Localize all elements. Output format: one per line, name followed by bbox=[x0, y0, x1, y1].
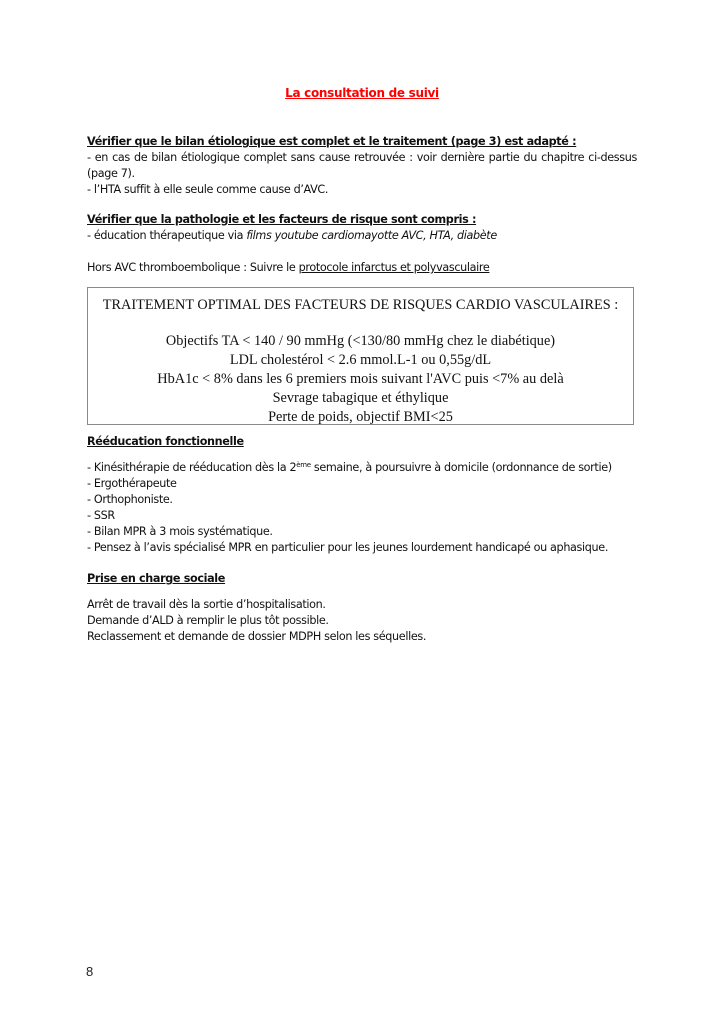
box-line-ldl: LDL cholestérol < 2.6 mmol.L-1 ou 0,55g/dL bbox=[229, 352, 492, 368]
item-superscript: ème bbox=[296, 461, 311, 469]
list-item: - Orthophoniste. bbox=[87, 493, 173, 506]
section-heading: Prise en charge sociale bbox=[87, 572, 226, 585]
list-item: - Bilan MPR à 3 mois systématique. bbox=[87, 525, 273, 538]
section-pathologie bbox=[87, 212, 637, 244]
item-italic-text: films youtube cardiomayotte AVC, HTA, diabète bbox=[246, 229, 497, 242]
section-social bbox=[87, 571, 637, 645]
box-line-hba1c: HbA1c < 8% dans les 6 premiers mois suivant l'AVC puis <7% au delà bbox=[157, 371, 564, 387]
box-title: TRAITEMENT OPTIMAL DES FACTEURS DE RISQUES CARDIO VASCULAIRES : bbox=[102, 297, 619, 313]
list-item: - Ergothérapeute bbox=[87, 477, 177, 490]
treatment-box bbox=[87, 287, 634, 425]
hors-avc-line bbox=[87, 260, 637, 276]
item-text: - éducation thérapeutique via bbox=[87, 229, 247, 242]
list-item: Reclassement et demande de dossier MDPH selon les séquelles. bbox=[87, 630, 427, 643]
hors-avc-text: Hors AVC thromboembolique : Suivre le bbox=[87, 261, 299, 274]
page-number: 8 bbox=[86, 964, 94, 979]
list-item: - Pensez à l’avis spécialisé MPR en particulier pour les jeunes lourdement handicapé ou aphasique. bbox=[87, 541, 609, 554]
section-bilan-etiologique bbox=[87, 134, 637, 198]
list-item: Demande d’ALD à remplir le plus tôt possible. bbox=[87, 614, 329, 627]
list-item: Arrêt de travail dès la sortie d’hospitalisation. bbox=[87, 598, 326, 611]
list-item bbox=[87, 228, 637, 244]
item-text: - Kinésithérapie de rééducation dès la 2 bbox=[87, 461, 297, 474]
section-heading: Rééducation fonctionnelle bbox=[87, 435, 244, 448]
list-item: - l’HTA suffit à elle seule comme cause d’AVC. bbox=[87, 183, 329, 196]
box-line-poids: Perte de poids, objectif BMI<25 bbox=[268, 409, 453, 425]
section-heading: Vérifier que le bilan étiologique est complet et le traitement (page 3) est adapté : bbox=[87, 135, 577, 148]
item-text: semaine, à poursuivre à domicile (ordonnance de sortie) bbox=[310, 461, 612, 474]
list-item: - en cas de bilan étiologique complet sans cause retrouvée : voir dernière partie du chapitre ci-dessus (page 7). bbox=[87, 151, 637, 180]
box-line-sevrage: Sevrage tabagique et éthylique bbox=[272, 390, 449, 406]
page-title: La consultation de suivi bbox=[285, 86, 439, 100]
protocol-link[interactable]: protocole infarctus et polyvasculaire bbox=[298, 261, 490, 274]
box-line-ta: Objectifs TA < 140 / 90 mmHg (<130/80 mmHg chez le diabétique) bbox=[165, 333, 556, 349]
list-item: - SSR bbox=[87, 509, 115, 522]
section-heading: Vérifier que la pathologie et les facteurs de risque sont compris : bbox=[87, 213, 477, 226]
section-reeducation bbox=[87, 434, 637, 556]
list-item bbox=[87, 460, 637, 476]
